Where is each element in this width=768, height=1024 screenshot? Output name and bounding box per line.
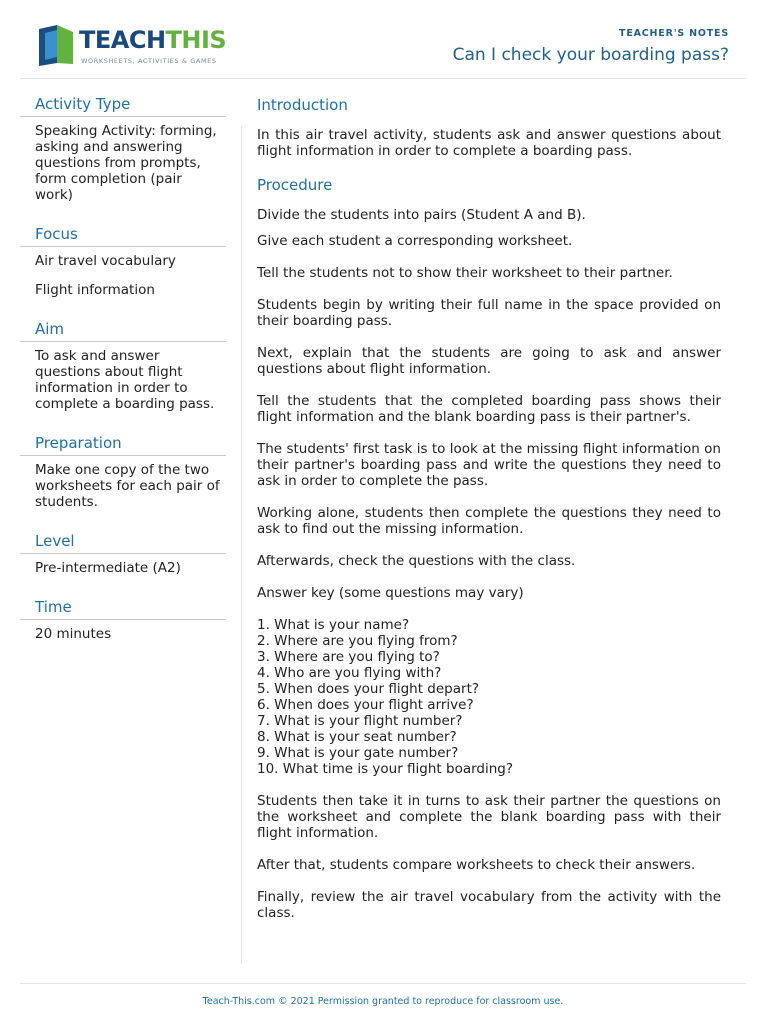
document-title: Can I check your boarding pass?: [452, 45, 729, 65]
procedure-step: Divide the students into pairs (Student A and B).: [257, 207, 586, 223]
answer-key-item: 9. What is your gate number?: [257, 745, 459, 761]
procedure-step: Students begin by writing their full name in the space provided on their boarding pass.: [257, 297, 721, 329]
answer-key-item: 7. What is your flight number?: [257, 713, 463, 729]
answer-key-item: 1. What is your name?: [257, 617, 410, 633]
procedure-step: Next, explain that the students are going to ask and answer questions about flight information.: [257, 345, 721, 377]
activity-type-heading: Activity Type: [20, 95, 226, 117]
aim-text: To ask and answer questions about flight information in order to complete a boarding pass.: [35, 348, 215, 412]
page-header: [20, 0, 746, 79]
copyright-text: Teach-This.com © 2021 Permission granted to reproduce for classroom use.: [202, 996, 564, 1007]
focus-item: Air travel vocabulary: [35, 253, 176, 269]
answer-key-item: 10. What time is your flight boarding?: [257, 761, 514, 777]
answer-key-item: 5. When does your flight depart?: [257, 681, 480, 697]
procedure-step: Tell the students not to show their worksheet to their partner.: [257, 265, 673, 281]
level-section: [20, 532, 226, 576]
focus-item: Flight information: [35, 282, 155, 298]
level-heading: Level: [20, 532, 226, 554]
preparation-text: Make one copy of the two worksheets for each pair of students.: [35, 462, 220, 510]
time-heading: Time: [20, 598, 226, 620]
procedure-step: The students' first task is to look at the missing flight information on their partner's boarding pass and write the questions they need to ask in order to complete the pass.: [257, 441, 721, 489]
answer-key-list: [257, 617, 721, 777]
level-text: Pre-intermediate (A2): [35, 560, 181, 576]
column-divider: [241, 126, 242, 964]
procedure-step: After that, students compare worksheets to check their answers.: [257, 857, 696, 873]
brand-tagline: WORKSHEETS, ACTIVITIES & GAMES: [81, 57, 217, 65]
preparation-heading: Preparation: [20, 434, 226, 456]
introduction-heading: Introduction: [257, 96, 348, 114]
answer-key-item: 6. When does your flight arrive?: [257, 697, 474, 713]
answer-key-label: Answer key (some questions may vary): [257, 585, 524, 601]
page-footer: [20, 983, 746, 1007]
procedure-step: Afterwards, check the questions with the class.: [257, 553, 576, 569]
introduction-text: In this air travel activity, students ask and answer questions about flight information in order to complete a boarding pass.: [257, 127, 721, 159]
brand-name: [79, 26, 226, 54]
answer-key-item: 4. Who are you flying with?: [257, 665, 442, 681]
aim-section: [20, 320, 226, 412]
preparation-section: [20, 434, 226, 510]
teachers-notes-label: TEACHER'S NOTES: [619, 28, 729, 39]
aim-heading: Aim: [20, 320, 226, 342]
focus-section: [20, 225, 226, 298]
activity-type-text: Speaking Activity: forming, asking and answering questions from prompts, form completion (pair work): [35, 123, 217, 203]
brand-accent: THIS: [165, 26, 227, 54]
focus-heading: Focus: [20, 225, 226, 247]
activity-type-section: [20, 95, 226, 203]
procedure-step: Finally, review the air travel vocabulary from the activity with the class.: [257, 889, 721, 921]
procedure-step: Tell the students that the completed boarding pass shows their flight information and the blank boarding pass is their partner's.: [257, 393, 721, 425]
sidebar: [20, 95, 226, 664]
book-logo-icon: [37, 23, 77, 67]
procedure-step: Students then take it in turns to ask their partner the questions on the worksheet and complete the blank boarding pass with their flight information.: [257, 793, 721, 841]
answer-key-item: 2. Where are you flying from?: [257, 633, 458, 649]
time-text: 20 minutes: [35, 626, 112, 642]
answer-key-item: 8. What is your seat number?: [257, 729, 457, 745]
teach-this-logo: [37, 23, 237, 69]
brand-main: TEACH: [79, 26, 166, 54]
answer-key-item: 3. Where are you flying to?: [257, 649, 440, 665]
procedure-heading: Procedure: [257, 176, 333, 194]
procedure-step: Give each student a corresponding worksheet.: [257, 233, 573, 249]
main-content: [257, 95, 721, 937]
procedure-step: Working alone, students then complete the questions they need to ask to find out the missing information.: [257, 505, 721, 537]
time-section: [20, 598, 226, 642]
